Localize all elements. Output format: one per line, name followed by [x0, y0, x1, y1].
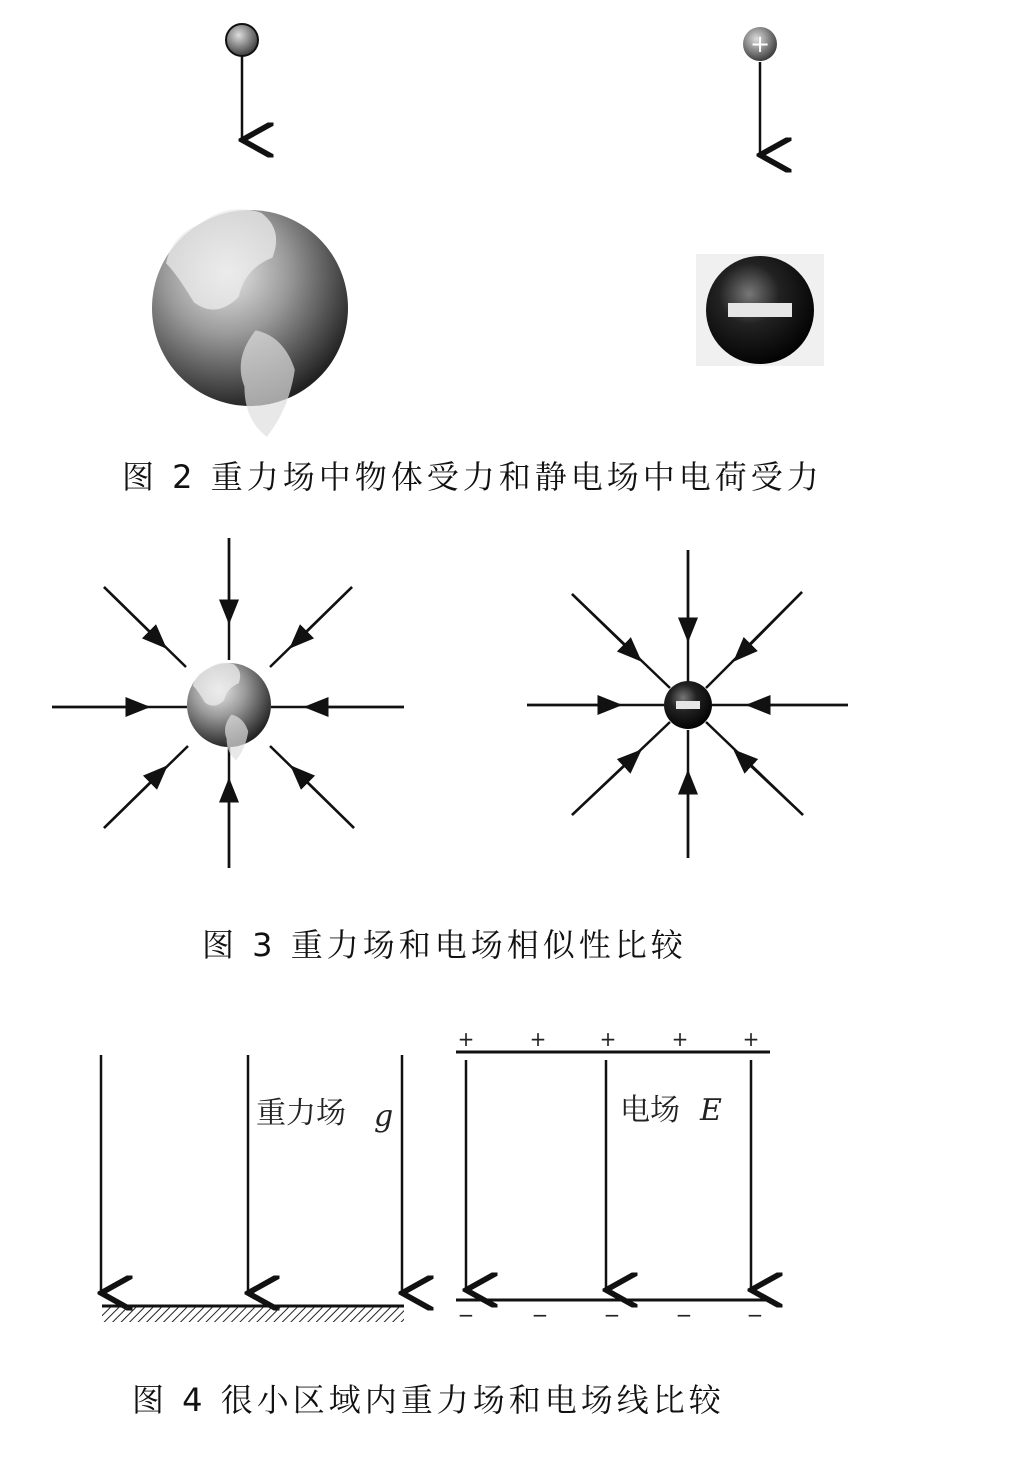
minus-sign: −	[746, 1303, 764, 1327]
fig3-earth-icon	[187, 663, 271, 761]
minus-sign: −	[531, 1303, 549, 1327]
plus-sign: +	[671, 1027, 689, 1051]
fig2-right-charge-group	[743, 27, 777, 155]
small-mass-icon	[226, 24, 258, 56]
minus-sign: −	[675, 1303, 693, 1327]
fig3-gravity-field-diagram	[52, 538, 404, 868]
plus-sign: +	[742, 1027, 760, 1051]
fig2-caption: 图 2 重力场中物体受力和静电场中电荷受力	[122, 458, 823, 496]
positive-charge-sign: +	[749, 30, 771, 58]
minus-sign: −	[457, 1303, 475, 1327]
fig4-electric-field	[456, 1027, 770, 1327]
fig3-negative-charge-icon	[664, 681, 712, 729]
fig3-electric-field-diagram	[527, 550, 848, 858]
fig4-gravity-label: 重力场	[256, 1096, 346, 1131]
fig4-caption: 图 4 很小区域内重力场和电场线比较	[132, 1381, 725, 1419]
fig2-left-mass-group	[226, 24, 258, 140]
plus-sign: +	[457, 1027, 475, 1051]
fig4-electric-label: 电场	[620, 1093, 680, 1128]
fig4-gravity-field	[101, 1055, 404, 1322]
plus-sign: +	[529, 1027, 547, 1051]
fig4-electric-symbol: E	[700, 1093, 722, 1128]
fig4-gravity-symbol: g	[374, 1099, 394, 1134]
earth-icon	[152, 209, 348, 437]
fig4-ground-hatch	[102, 1307, 404, 1322]
plus-sign: +	[599, 1027, 617, 1051]
fig4-plus-signs	[458, 1027, 760, 1051]
negative-charge-bar	[728, 303, 792, 317]
fig4-minus-signs	[458, 1303, 764, 1327]
fig3-caption: 图 3 重力场和电场相似性比较	[202, 926, 687, 964]
negative-charge-icon	[696, 254, 824, 366]
minus-sign: −	[603, 1303, 621, 1327]
